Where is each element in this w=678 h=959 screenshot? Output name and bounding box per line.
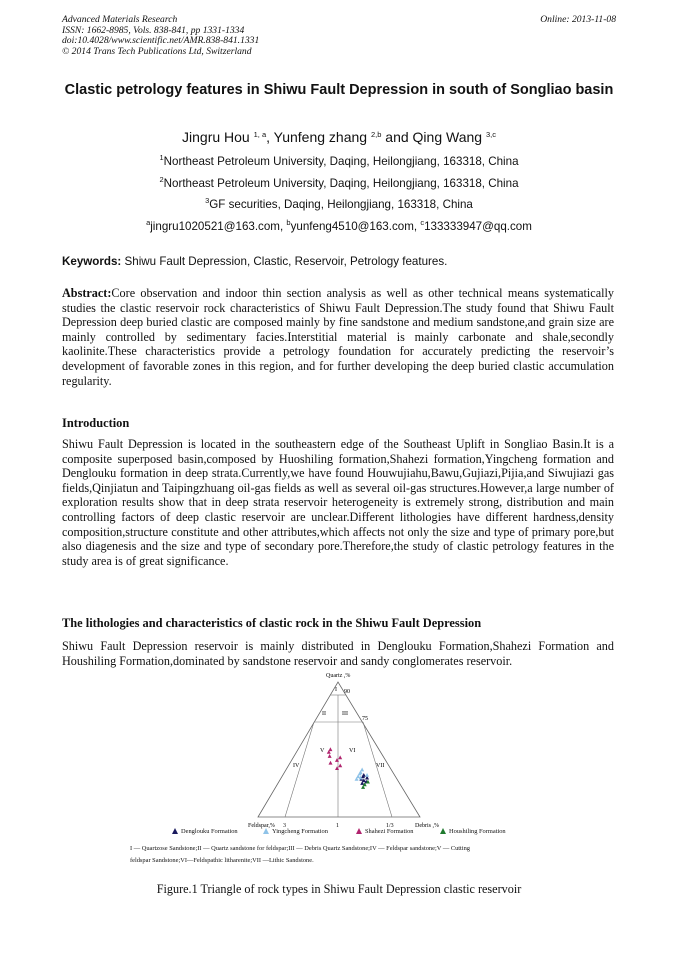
data-point (328, 747, 332, 751)
section-heading-introduction: Introduction (62, 416, 130, 430)
keywords (62, 255, 616, 269)
author-sup: 2,b (370, 130, 382, 139)
triangle-marker-icon (356, 828, 362, 834)
affiliation-text: Northeast Petroleum University, Daqing, Heilongjiang, 163318, China (163, 177, 519, 190)
region-label: II (322, 711, 326, 717)
journal-header (62, 15, 616, 57)
email-link[interactable]: jingru1020521@163.com (150, 220, 280, 233)
data-point (328, 754, 332, 758)
legend-label: Denglouku Formation (181, 828, 238, 835)
online-date: Online: 2013-11-08 (540, 14, 616, 25)
data-point (360, 768, 364, 772)
division-line (363, 722, 392, 817)
region-label: III (342, 711, 348, 717)
affiliation-text: GF securities, Daqing, Heilongjiang, 163318, China (209, 198, 473, 211)
email-link[interactable]: yunfeng4510@163.com (290, 220, 414, 233)
abstract-text: Core observation and indoor thin section analysis as well as other technical means systematically studies the clastic reservoir rock characteristics of Shiwu Fault Depression.The study found that Shiwu Fault Depression deep buried clastic are composed mainly by fine sandstone and medium sandstone,and grain size are mainly controlled by sedimentary facies.Interstitial material is mainly carbonate and shale,secondly kaolinite.These characteristics provide a petrology foundation for accurately predicting the reservoir’s development of favorable zones in this region, and for further developing the deep buried clastic accumulation regularity. (62, 286, 614, 388)
author-name: Yunfeng zhang (273, 129, 368, 145)
tick-label: 1 (336, 823, 339, 829)
apex-label: Quartz ,% (326, 673, 351, 679)
author-sup: 1, a (253, 130, 267, 139)
author-sup: 3,c (485, 130, 496, 139)
section2-text: Shiwu Fault Depression reservoir is mainly distributed in Denglouku Formation,Shahezi Formation and Houshiling Formation,dominated by sandstone reservoir and sandy conglomerates reservoir. (62, 639, 614, 668)
right-axis-label: Debris ,% (415, 823, 439, 829)
percent-label: 75 (362, 716, 368, 722)
percent-label: 90 (344, 689, 350, 695)
email-link[interactable]: 133333947@qq.com (424, 220, 532, 233)
email-sup: a (146, 218, 151, 227)
abstract (62, 286, 614, 388)
affiliation-text: Northeast Petroleum University, Daqing, Heilongjiang, 163318, China (163, 155, 519, 168)
author-name: Jingru Hou (182, 129, 250, 145)
region-label: VI (349, 748, 356, 754)
data-point (365, 773, 369, 777)
region-label: IV (293, 763, 300, 769)
legend-item (440, 828, 506, 836)
data-point (335, 766, 339, 770)
affiliation-sup: 3 (205, 196, 210, 205)
author-line (62, 128, 616, 146)
triangle-outline (258, 682, 420, 817)
issn-line: ISSN: 1662-8985, Vols. 838-841, pp 1331-1334 (62, 24, 245, 36)
email-sup: b (286, 218, 291, 227)
figure-notes (130, 843, 570, 867)
legend-item (172, 828, 238, 836)
author-separator: and (385, 129, 409, 145)
legend-item (263, 828, 328, 836)
left-axis-label: Feldspar,% (248, 823, 275, 829)
affiliation (62, 198, 616, 212)
copyright-line: © 2014 Trans Tech Publications Ltd, Switzerland (62, 45, 252, 57)
triangle-marker-icon (263, 828, 269, 834)
doi-line: doi:10.4028/www.scientific.net/AMR.838-841.1331 (62, 35, 260, 47)
data-point (338, 764, 342, 768)
figure-caption: Figure.1 Triangle of rock types in Shiwu Fault Depression clastic reservoir (156, 882, 522, 896)
region-label: I (335, 687, 337, 693)
author-name: Qing Wang (412, 129, 483, 145)
affiliation (62, 155, 616, 169)
section-heading-lithologies: The lithologies and characteristics of clastic rock in the Shiwu Fault Depression (62, 616, 482, 630)
division-line (285, 722, 314, 817)
affiliation-sup: 2 (159, 175, 164, 184)
journal-name: Advanced Materials Research (62, 14, 178, 25)
introduction-text: Shiwu Fault Depression is located in the southeastern edge of the Southeast Uplift in Songliao Basin.It is a composite superposed basin,composed by Huoshiling formation,Shahezi formation,Yingcheng formation and Denglouku formation in deep strata.Currently,we have found Houwujiahu,Bawu,Gujiazi,Pijia,and Siwujiazi gas fields,Qinjiatun and Taipingzhuang oil-gas fields as well as several oil-gas structures.However,a large number of exploration results show that in deep strata reservoir heterogeneity is extremely strong, distribution and main controlling factors of deep clastic reservoir are unclear.Different lithologies have different hardness,density composition,structure constitute and other attributes,which affects not only the size and type of primary pore,but also diagenesis and the size and type of secondary pore.Therefore,the study of clastic petrology features in the study area is of great significance. (62, 437, 614, 568)
data-point (338, 755, 342, 759)
legend-label: Houshiling Formation (449, 828, 506, 835)
keywords-text: Shiwu Fault Depression, Clastic, Reservoir, Petrology features. (124, 255, 448, 268)
legend-label: Yingcheng Formation (272, 828, 328, 835)
tick-label: 3 (283, 823, 286, 829)
triangle-marker-icon (172, 828, 178, 834)
region-label: VII (376, 763, 385, 769)
legend-item (356, 828, 413, 836)
data-point (335, 758, 339, 762)
keywords-label: Keywords: (62, 255, 122, 268)
tick-label: 1/3 (386, 823, 394, 829)
author-separator: , (266, 129, 271, 145)
figure-notes-line: feldspar Sandstone;VI—Feldspathic litharenite;VII —Lithic Sandstone. (130, 857, 314, 864)
rock-type-triangle-chart (130, 667, 560, 867)
email-line: $^a$jingru1020521@163.com, $^b$yunfeng4510@163.com, $^c$133333947@qq.com (146, 218, 532, 233)
triangle-marker-icon (440, 828, 446, 834)
paper-title: Clastic petrology features in Shiwu Fault Depression in south of Songliao basin (64, 82, 614, 98)
email-sup: c (420, 218, 425, 227)
data-point (329, 761, 333, 765)
region-label: V (320, 748, 325, 754)
affiliation-sup: 1 (159, 153, 164, 162)
affiliation (62, 177, 616, 191)
figure-notes-line: I — Quartzose Sandstone;II — Quartz sandstone for feldspar;III — Debris Quartz Sandstone;IV — Feldspar sandstone;V — Cutting (130, 845, 470, 852)
legend-label: Shahezi Formation (365, 828, 414, 835)
abstract-label: Abstract: (62, 286, 112, 300)
data-point (362, 773, 366, 777)
